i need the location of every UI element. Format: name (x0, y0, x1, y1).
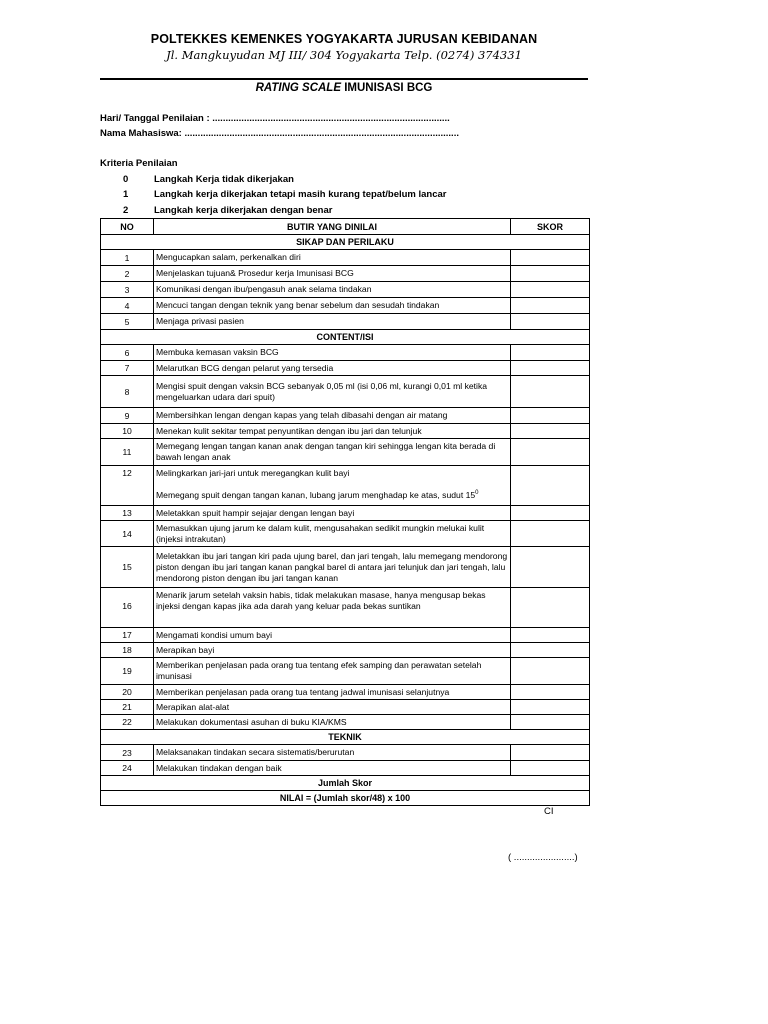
row-item: Mengisi spuit dengan vaksin BCG sebanyak 0,05 ml (isi 0,06 ml, kurangi 0,01 ml ketika mengeluarkan udara dari spuit) (154, 376, 511, 408)
table-row (101, 628, 590, 643)
table-row (101, 361, 590, 376)
row-no: 10 (101, 424, 154, 439)
score-cell[interactable] (511, 547, 590, 588)
score-cell[interactable] (511, 700, 590, 715)
row-no: 13 (101, 506, 154, 521)
section-row (101, 330, 590, 345)
section-row (101, 235, 590, 250)
section-row (101, 730, 590, 745)
header-no: NO (101, 219, 154, 235)
row-item: Mencuci tangan dengan teknik yang benar sebelum dan sesudah tindakan (154, 298, 511, 314)
row-item: Melaksanakan tindakan secara sistematis/berurutan (154, 745, 511, 761)
table-row (101, 715, 590, 730)
table-row (101, 745, 590, 761)
table-row (101, 250, 590, 266)
header-score: SKOR (511, 219, 590, 235)
row-no: 11 (101, 439, 154, 466)
table-row (101, 761, 590, 776)
table-row (101, 658, 590, 685)
row-item: Mengucapkan salam, perkenalkan diri (154, 250, 511, 266)
score-cell[interactable] (511, 628, 590, 643)
row-item (154, 466, 511, 506)
row-no: 12 (101, 466, 154, 506)
row-item: Meletakkan ibu jari tangan kiri pada ujung barel, dan jari tengah, lalu memegang mendorong piston dengan ibu jari tangan kanan pangkal barel di antara jari telunjuk dan jari tengah, lalu mendorong piston dengan ibu jari tangan kanan (154, 547, 511, 588)
row-item: Memberikan penjelasan pada orang tua tentang efek samping dan perawatan setelah imunisasi (154, 658, 511, 685)
form-title (100, 82, 588, 94)
table-row (101, 376, 590, 408)
criteria-label: Langkah kerja dikerjakan tetapi masih kurang tepat/belum lancar (154, 189, 447, 200)
signature-line: ( .......................) (508, 852, 578, 863)
score-cell[interactable] (511, 588, 590, 628)
row-no: 21 (101, 700, 154, 715)
section-content: CONTENT/ISI (101, 330, 590, 345)
table-row (101, 547, 590, 588)
table-row (101, 439, 590, 466)
table-row (101, 424, 590, 439)
table-row (101, 700, 590, 715)
criteria-code: 2 (123, 205, 129, 216)
criteria-label: Langkah Kerja tidak dikerjakan (154, 174, 294, 185)
header-divider (100, 78, 588, 80)
row-no: 8 (101, 376, 154, 408)
row-no: 2 (101, 266, 154, 282)
score-cell[interactable] (511, 521, 590, 547)
row-no: 19 (101, 658, 154, 685)
table-row (101, 506, 590, 521)
row-no: 5 (101, 314, 154, 330)
row-item: Membersihkan lengan dengan kapas yang telah dibasahi dengan air matang (154, 408, 511, 424)
score-cell[interactable] (511, 643, 590, 658)
row-item: Menekan kulit sekitar tempat penyuntikan dengan ibu jari dan telunjuk (154, 424, 511, 439)
score-cell[interactable] (511, 345, 590, 361)
criteria-label: Langkah kerja dikerjakan dengan benar (154, 205, 333, 216)
score-cell[interactable] (511, 361, 590, 376)
row-no: 18 (101, 643, 154, 658)
grade-row (101, 791, 590, 806)
table-row (101, 588, 590, 628)
student-name-field: Nama Mahasiswa: ........................................................................................................ (100, 128, 459, 139)
score-cell[interactable] (511, 282, 590, 298)
row-no: 16 (101, 588, 154, 628)
table-row (101, 643, 590, 658)
row-no: 20 (101, 685, 154, 700)
row-item: Mengamati kondisi umum bayi (154, 628, 511, 643)
score-cell[interactable] (511, 715, 590, 730)
grade-formula: NILAI = (Jumlah skor/48) x 100 (101, 791, 590, 806)
row-item: Melakukan tindakan dengan baik (154, 761, 511, 776)
total-score-label: Jumlah Skor (101, 776, 590, 791)
table-row (101, 298, 590, 314)
table-row (101, 521, 590, 547)
row-item: Komunikasi dengan ibu/pengasuh anak selama tindakan (154, 282, 511, 298)
row-no: 14 (101, 521, 154, 547)
row-item: Meletakkan spuit hampir sejajar dengan lengan bayi (154, 506, 511, 521)
section-teknik: TEKNIK (101, 730, 590, 745)
score-cell[interactable] (511, 266, 590, 282)
row-no: 3 (101, 282, 154, 298)
score-cell[interactable] (511, 376, 590, 408)
row-no: 1 (101, 250, 154, 266)
criteria-code: 0 (123, 174, 129, 185)
row-no: 24 (101, 761, 154, 776)
table-row (101, 282, 590, 298)
table-header-row (101, 219, 590, 235)
row-item: Menjelaskan tujuan& Prosedur kerja Imunisasi BCG (154, 266, 511, 282)
row-item: Melakukan dokumentasi asuhan di buku KIA/KMS (154, 715, 511, 730)
row-item-line-1: Melingkarkan jari-jari untuk meregangkan kulit bayi (156, 468, 350, 478)
score-cell[interactable] (511, 424, 590, 439)
score-cell[interactable] (511, 506, 590, 521)
score-cell[interactable] (511, 761, 590, 776)
row-no: 7 (101, 361, 154, 376)
table-row (101, 685, 590, 700)
score-cell[interactable] (511, 658, 590, 685)
row-item: Merapikan alat-alat (154, 700, 511, 715)
table-row (101, 266, 590, 282)
row-no: 23 (101, 745, 154, 761)
row-no: 15 (101, 547, 154, 588)
criteria-code: 1 (123, 189, 129, 200)
row-no: 9 (101, 408, 154, 424)
form-title-rest: IMUNISASI BCG (341, 82, 433, 94)
score-cell[interactable] (511, 298, 590, 314)
score-cell[interactable] (511, 408, 590, 424)
row-item: Menjaga privasi pasien (154, 314, 511, 330)
signature-role: CI (544, 806, 554, 817)
total-row (101, 776, 590, 791)
row-item: Memasukkan ujung jarum ke dalam kulit, mengusahakan sedikit mungkin melukai kulit (injeksi intrakutan) (154, 521, 511, 547)
score-cell[interactable] (511, 439, 590, 466)
rating-table (100, 218, 590, 806)
degree-superscript: 0 (475, 490, 479, 496)
table-row (101, 466, 590, 506)
score-cell[interactable] (511, 685, 590, 700)
score-cell[interactable] (511, 250, 590, 266)
header-item: BUTIR YANG DINILAI (154, 219, 511, 235)
row-item-line-2 (156, 488, 508, 501)
row-item: Memberikan penjelasan pada orang tua tentang jadwal imunisasi selanjutnya (154, 685, 511, 700)
table-row (101, 314, 590, 330)
row-item: Memegang lengan tangan kanan anak dengan tangan kiri sehingga lengan kita berada di bawah lengan anak (154, 439, 511, 466)
row-no: 17 (101, 628, 154, 643)
date-field: Hari/ Tanggal Penilaian : .......................................................................................... (100, 113, 450, 124)
form-title-italic: RATING SCALE (255, 82, 342, 94)
row-no: 22 (101, 715, 154, 730)
row-no: 4 (101, 298, 154, 314)
row-item: Menarik jarum setelah vaksin habis, tidak melakukan masase, hanya mengusap bekas injeksi dengan kapas jika ada darah yang keluar pada bekas suntikan (154, 588, 511, 628)
table-row (101, 345, 590, 361)
score-cell[interactable] (511, 745, 590, 761)
row-item: Membuka kemasan vaksin BCG (154, 345, 511, 361)
institution-name: POLTEKKES KEMENKES YOGYAKARTA JURUSAN KEBIDANAN (150, 32, 538, 46)
row-item: Merapikan bayi (154, 643, 511, 658)
score-cell[interactable] (511, 314, 590, 330)
criteria-heading: Kriteria Penilaian (100, 158, 178, 169)
row-item: Melarutkan BCG dengan pelarut yang tersedia (154, 361, 511, 376)
table-row (101, 408, 590, 424)
row-item-angle-text: Memegang spuit dengan tangan kanan, lubang jarum menghadap ke atas, sudut 15 (156, 490, 476, 500)
score-cell[interactable] (511, 466, 590, 506)
row-no: 6 (101, 345, 154, 361)
section-sikap: SIKAP DAN PERILAKU (101, 235, 590, 250)
institution-address: Jl. Mangkuyudan MJ III/ 304 Yogyakarta Telp. (0274) 374331 (166, 48, 522, 62)
